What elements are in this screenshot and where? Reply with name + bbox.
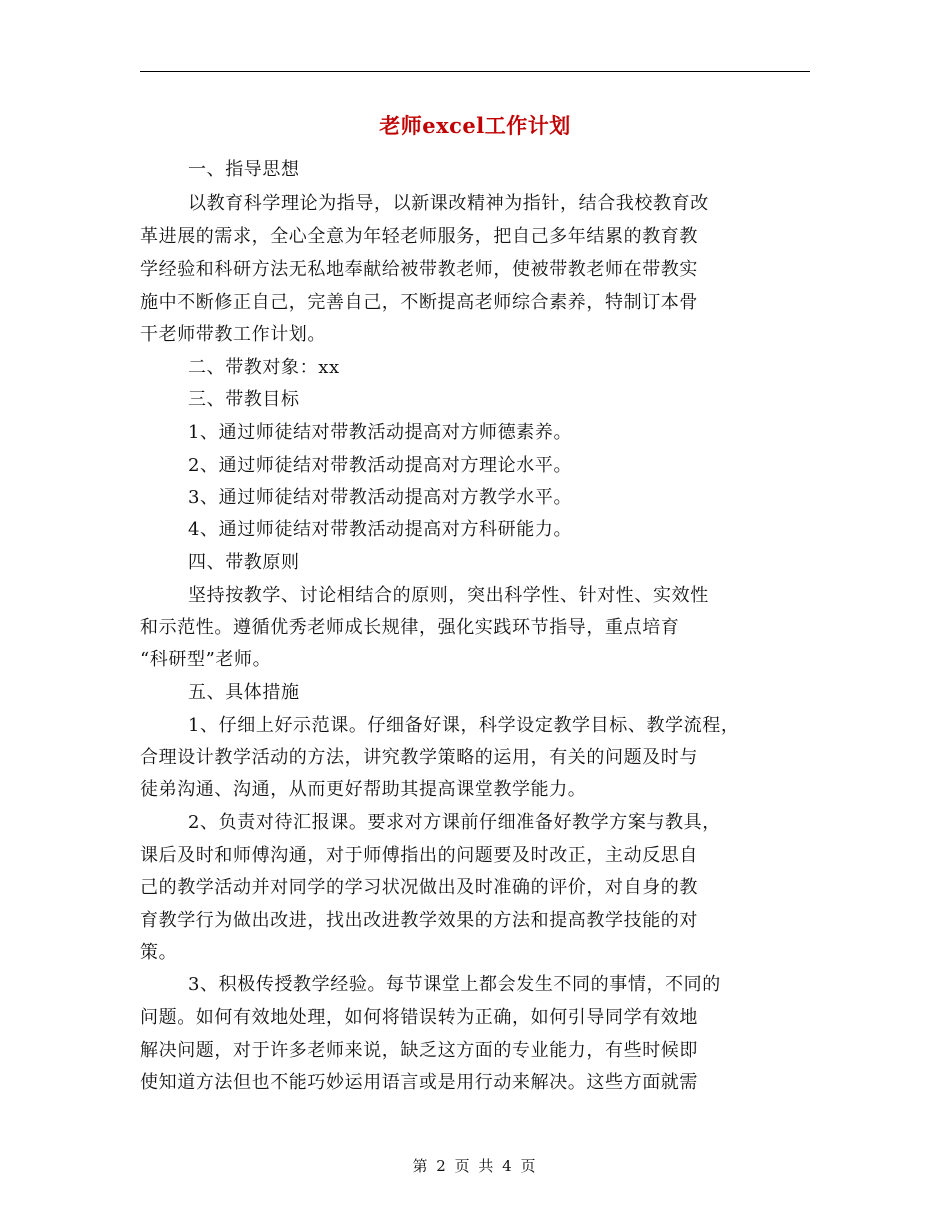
paragraph-line: 学经验和科研方法无私地奉献给被带教老师，使被带教老师在带教实 bbox=[140, 259, 698, 280]
paragraph-line: 徒弟沟通、沟通，从而更好帮助其提高课堂教学能力。 bbox=[140, 779, 587, 800]
paragraph-line: 二、带教对象：xx bbox=[188, 357, 340, 378]
paragraph-line: 施中不断修正自己，完善自己，不断提高老师综合素养，特制订本骨 bbox=[140, 292, 698, 313]
paragraph-line: 四、带教原则 bbox=[188, 552, 300, 573]
paragraph-line: 4、通过师徒结对带教活动提高对方科研能力。 bbox=[188, 519, 573, 540]
paragraph-line: 五、具体措施 bbox=[188, 682, 300, 703]
document-title: 老师excel工作计划 bbox=[379, 113, 571, 138]
page-number: 第 2 页 共 4 页 bbox=[412, 1157, 538, 1175]
paragraph-line: 课后及时和师傅沟通，对于师傅指出的问题要及时改正，主动反思自 bbox=[140, 845, 698, 866]
paragraph-line: 解决问题，对于许多老师来说，缺乏这方面的专业能力，有些时候即 bbox=[140, 1040, 698, 1061]
paragraph-line: 三、带教目标 bbox=[188, 389, 300, 410]
paragraph-line: “科研型”老师。 bbox=[140, 649, 272, 670]
paragraph-line: 育教学行为做出改进，找出改进教学效果的方法和提高教学技能的对 bbox=[140, 910, 698, 931]
paragraph-line: 坚持按教学、讨论相结合的原则，突出科学性、针对性、实效性 bbox=[188, 585, 709, 606]
header-rule bbox=[140, 71, 810, 72]
paragraph-line: 使知道方法但也不能巧妙运用语言或是用行动来解决。这些方面就需 bbox=[140, 1072, 698, 1093]
paragraph-line: 1、仔细上好示范课。仔细备好课，科学设定教学目标、教学流程， bbox=[188, 715, 740, 736]
paragraph-line: 3、积极传授教学经验。每节课堂上都会发生不同的事情，不同的 bbox=[188, 974, 721, 995]
paragraph-line: 干老师带教工作计划。 bbox=[140, 324, 326, 345]
paragraph-line: 1、通过师徒结对带教活动提高对方师德素养。 bbox=[188, 422, 573, 443]
paragraph-line: 策。 bbox=[140, 942, 178, 963]
paragraph-line: 3、通过师徒结对带教活动提高对方教学水平。 bbox=[188, 487, 573, 508]
paragraph-line: 一、指导思想 bbox=[188, 159, 300, 180]
paragraph-line: 和示范性。遵循优秀老师成长规律，强化实践环节指导，重点培育 bbox=[140, 617, 680, 638]
paragraph-line: 以教育科学理论为指导，以新课改精神为指针，结合我校教育改 bbox=[188, 193, 709, 214]
paragraph-line: 合理设计教学活动的方法，讲究教学策略的运用，有关的问题及时与 bbox=[140, 747, 698, 768]
paragraph-line: 2、通过师徒结对带教活动提高对方理论水平。 bbox=[188, 455, 573, 476]
paragraph-line: 2、负责对待汇报课。要求对方课前仔细准备好教学方案与教具， bbox=[188, 812, 721, 833]
paragraph-line: 革进展的需求，全心全意为年轻老师服务，把自己多年结累的教育教 bbox=[140, 226, 698, 247]
paragraph-line: 问题。如何有效地处理，如何将错误转为正确，如何引导同学有效地 bbox=[140, 1007, 698, 1028]
paragraph-line: 己的教学活动并对同学的学习状况做出及时准确的评价，对自身的教 bbox=[140, 877, 698, 898]
